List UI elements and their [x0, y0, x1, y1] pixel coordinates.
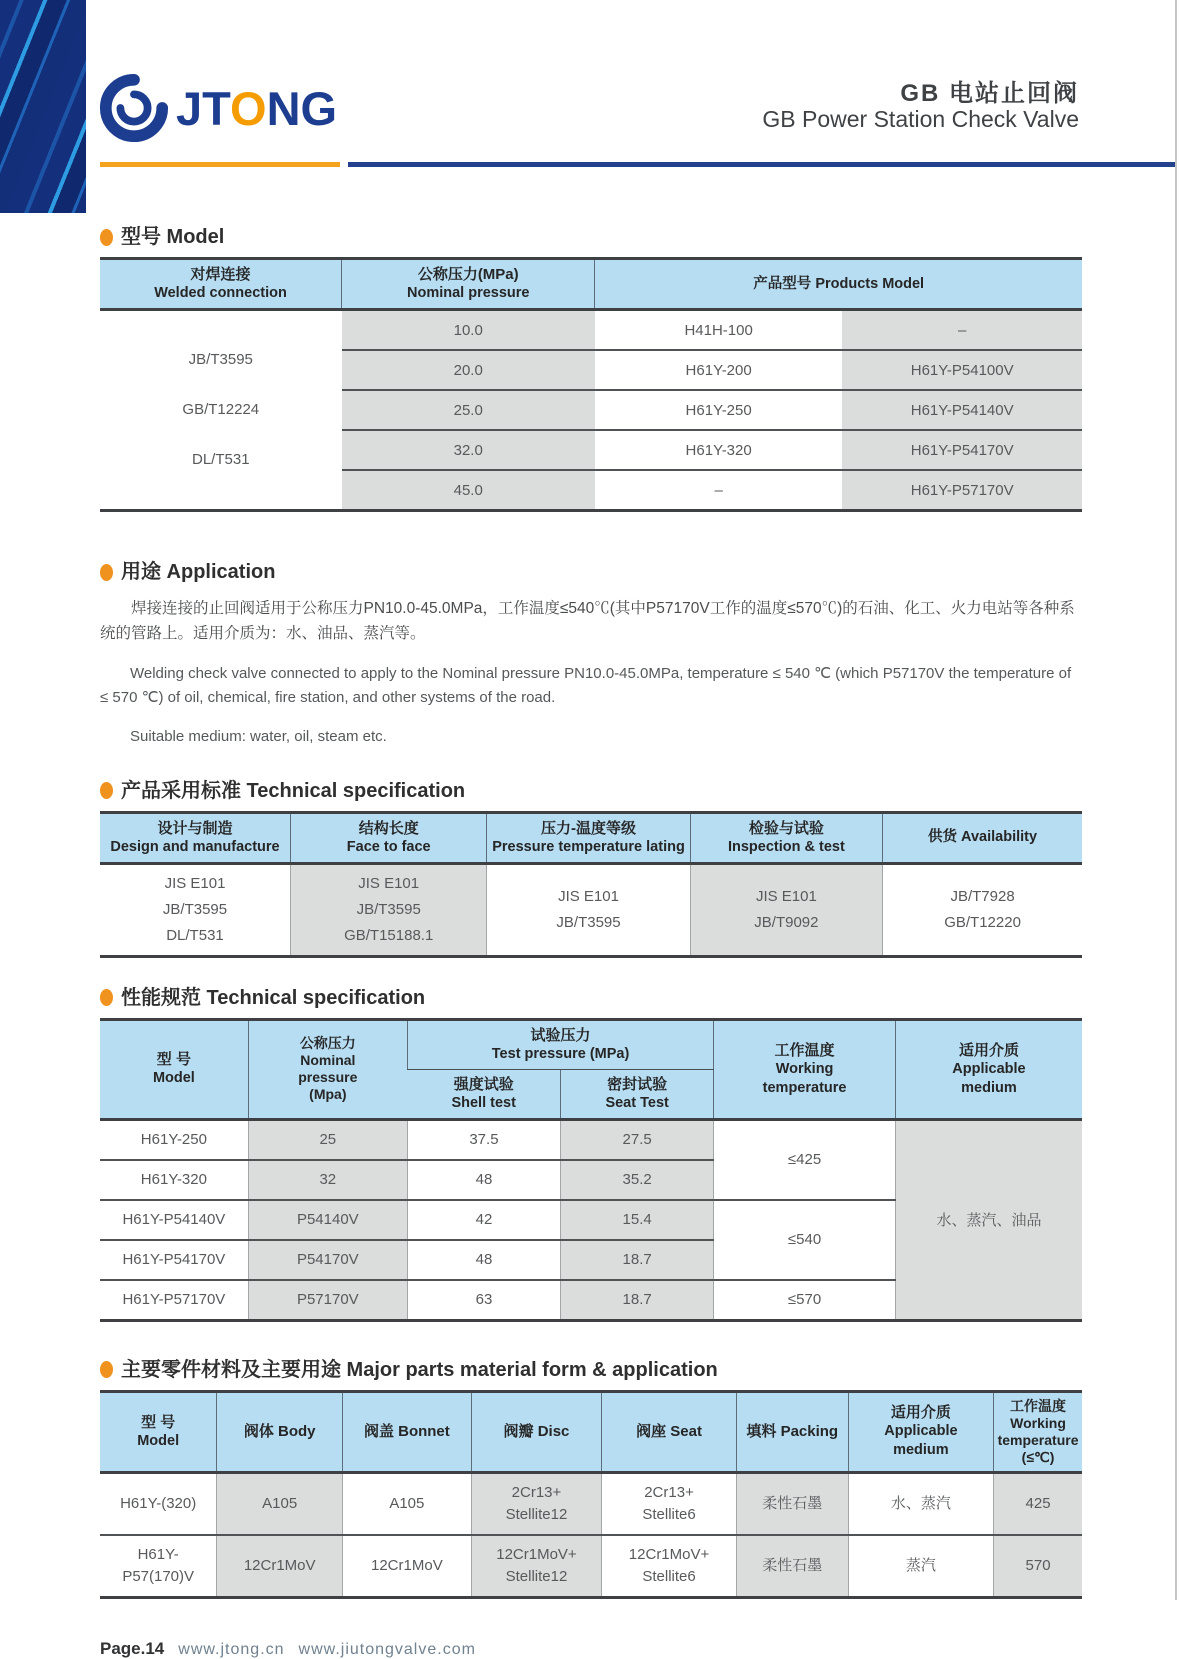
section-title-text: 产品采用标准 Technical specification [121, 779, 466, 802]
cell-line: P57(170)V [122, 1567, 195, 1585]
cell-line: 柔性石墨 [762, 1556, 823, 1574]
logo-text-o: O [230, 81, 267, 135]
jtong-logo [98, 72, 337, 144]
section-title-model [100, 223, 1082, 251]
cell-packing [736, 1535, 848, 1598]
col-header-bonnet [343, 1391, 472, 1472]
model-table-header-row [100, 259, 1082, 310]
cell-working-temp [994, 1535, 1082, 1598]
standard-line: JIS E101 [358, 874, 420, 892]
header-line-en: Nominal pressure [406, 285, 530, 301]
header-line-zh: 型 号 [141, 1413, 176, 1431]
section-bullet-icon [100, 989, 113, 1006]
cell-inspection-standards [690, 863, 882, 956]
cell-seat-test: 35.2 [561, 1160, 714, 1200]
corner-decoration [0, 0, 86, 213]
cell-line: 12Cr1MoV+ [496, 1545, 577, 1563]
standard-line: GB/T12224 [182, 401, 260, 418]
materials-table [100, 1390, 1082, 1599]
cell-model-b: H61Y-P54140V [842, 390, 1082, 430]
cell-pressure: 32.0 [342, 430, 595, 470]
header-line: 阀瓣 Disc [503, 1423, 570, 1441]
cell-seat-test: 27.5 [561, 1119, 714, 1160]
materials-table-header-row [100, 1391, 1082, 1472]
header-line-zh: 型 号 [156, 1051, 191, 1069]
cell-line: 570 [1025, 1556, 1051, 1574]
cell-line: Stellite12 [505, 1505, 568, 1523]
col-header-working-temperature [714, 1019, 896, 1119]
standard-line: JIS E101 [755, 887, 817, 905]
header-line-en: Shell test [451, 1094, 516, 1111]
cell-working-temp: ≤540 [714, 1200, 896, 1280]
cell-model-a: H61Y-250 [595, 390, 842, 430]
cell-pressure: 25.0 [342, 390, 595, 430]
header-line: Applicable [952, 1060, 1026, 1077]
col-header-face-to-face [291, 812, 487, 863]
section-bullet-icon [100, 564, 113, 581]
cell-applicable-medium: 水、蒸汽、油品 [895, 1119, 1082, 1320]
standard-line: JB/T9092 [754, 913, 819, 931]
cell-model-a: – [595, 470, 842, 511]
section-title-text: 主要零件材料及主要用途 Major parts material form & application [121, 1358, 718, 1381]
header-line: 阀体 Body [243, 1423, 316, 1441]
cell-model-a: H61Y-320 [595, 430, 842, 470]
header-line: 产品型号 Products Model [753, 275, 925, 292]
cell-shell-test: 48 [407, 1160, 560, 1200]
page-footer [100, 1639, 1082, 1659]
col-header-nominal-pressure [342, 259, 595, 310]
header-line-zh: 试验压力 [530, 1026, 591, 1044]
logo-text-pre: JT [176, 81, 230, 135]
cell-disc [471, 1535, 602, 1598]
cell-face-standards [291, 863, 487, 956]
cell-packing [736, 1472, 848, 1535]
page-title-zh: GB 电站止回阀 [900, 80, 1079, 107]
cell-model [100, 1535, 217, 1598]
col-header-disc [471, 1391, 602, 1472]
standard-line: GB/T15188.1 [344, 926, 434, 944]
header-line-zh: 适用介质 [890, 1404, 951, 1422]
col-header-applicable-medium [848, 1391, 993, 1472]
cell-medium [848, 1535, 993, 1598]
col-header-test-pressure [407, 1019, 713, 1069]
cell-nominal: 32 [248, 1160, 407, 1200]
cell-seat [602, 1472, 737, 1535]
performance-table [100, 1018, 1082, 1322]
header-line: 阀座 Seat [636, 1423, 702, 1441]
cell-line: 2Cr13+ [644, 1483, 694, 1501]
col-header-products-model [595, 259, 1082, 310]
cell-nominal: 25 [248, 1119, 407, 1160]
cell-pressure-temp-standards [487, 863, 690, 956]
cell-body [217, 1472, 343, 1535]
cell-nominal: P54170V [248, 1240, 407, 1280]
header-line-zh: 设计与制造 [157, 819, 233, 837]
performance-table-header-row-1 [100, 1019, 1082, 1069]
col-header-design-manufacture [100, 812, 291, 863]
header-line: temperature [997, 1431, 1079, 1448]
col-header-applicable-medium [895, 1019, 1082, 1119]
cell-line: A105 [262, 1494, 298, 1512]
cell-nominal: P54140V [248, 1200, 407, 1240]
header-line-zh: 工作温度 [774, 1041, 835, 1059]
cell-bonnet [343, 1535, 472, 1598]
logo-text-post: NG [266, 81, 338, 135]
cell-model-b: – [842, 310, 1082, 351]
cell-line: 425 [1025, 1494, 1051, 1512]
header-line: Working [775, 1060, 834, 1077]
cell-shell-test: 48 [407, 1240, 560, 1280]
cell-line: 12Cr1MoV [243, 1556, 316, 1574]
header-line-zh: 结构长度 [358, 819, 419, 837]
table-row [100, 1472, 1082, 1535]
cell-line: 12Cr1MoV [371, 1556, 443, 1574]
cell-model: H61Y-P54170V [100, 1240, 248, 1280]
cell-model: H61Y-P57170V [100, 1280, 248, 1321]
cell-model: H61Y-P54140V [100, 1200, 248, 1240]
cell-line: H61Y- [137, 1545, 179, 1563]
cell-disc [471, 1472, 602, 1535]
header-line: medium [961, 1079, 1017, 1096]
cell-working-temp: ≤425 [714, 1119, 896, 1200]
col-header-packing [736, 1391, 848, 1472]
cell-design-standards [100, 863, 291, 956]
jtong-swirl-icon [98, 72, 170, 144]
cell-line: Stellite6 [642, 1505, 696, 1523]
table-row [100, 863, 1082, 956]
cell-medium [848, 1472, 993, 1535]
header-line-zh: 强度试验 [453, 1075, 514, 1093]
header-line-zh: 公称压力(MPa) [417, 266, 519, 283]
cell-seat-test: 18.7 [561, 1280, 714, 1321]
cell-line: A105 [389, 1494, 425, 1512]
cell-line: 柔性石墨 [762, 1494, 823, 1512]
table-row [100, 310, 1082, 351]
standard-line: GB/T12220 [944, 913, 1021, 931]
header-line: 供货 Availability [928, 829, 1038, 846]
header-line-en: Model [137, 1432, 180, 1449]
cell-line: 2Cr13+ [511, 1483, 562, 1501]
cell-pressure: 10.0 [342, 310, 595, 351]
cell-line: H61Y-(320) [120, 1494, 197, 1512]
cell-working-temp: ≤570 [714, 1280, 896, 1321]
cell-model: H61Y-250 [100, 1119, 248, 1160]
section-title-text: 性能规范 Technical specification [121, 986, 426, 1009]
section-title-performance [100, 984, 1082, 1012]
cell-model [100, 1472, 217, 1535]
header-line: Applicable [884, 1423, 958, 1440]
section-bullet-icon [100, 782, 113, 799]
cell-shell-test: 37.5 [407, 1119, 560, 1160]
cell-line: Stellite6 [642, 1567, 696, 1585]
cell-body [217, 1535, 343, 1598]
section-title-standards [100, 777, 1082, 805]
standard-line: JIS E101 [558, 887, 619, 905]
col-header-seat-test [561, 1069, 714, 1119]
header-line-zh: 检验与试验 [748, 819, 824, 837]
section-bullet-icon [100, 229, 113, 246]
cell-seat-test: 18.7 [561, 1240, 714, 1280]
section-title-materials [100, 1356, 1082, 1384]
header-line-zh: 适用介质 [958, 1041, 1019, 1059]
header-line-en: Face to face [346, 838, 431, 855]
cell-shell-test: 63 [407, 1280, 560, 1321]
cell-line: 水、蒸汽 [890, 1494, 951, 1512]
cell-connection-standards [100, 310, 342, 511]
header-line: 填料 Packing [746, 1423, 839, 1441]
page-number: Page.14 [100, 1638, 165, 1658]
cell-seat-test: 15.4 [561, 1200, 714, 1240]
page-content [100, 215, 1082, 1659]
standard-line: DL/T531 [166, 926, 224, 944]
standard-line: JB/T3595 [356, 900, 421, 918]
cell-bonnet [343, 1472, 472, 1535]
application-paragraph-zh: 焊接连接的止回阀适用于公称压力PN10.0-45.0MPa，工作温度≤540℃(其中P57170V工作的温度≤570℃)的石油、化工、火力电站等各种系统的管路上。适用介质为：水、油品、蒸汽等。 [100, 600, 1075, 643]
cell-shell-test: 42 [407, 1200, 560, 1240]
header-line: Working [1010, 1414, 1066, 1431]
cell-line: 蒸汽 [905, 1556, 936, 1574]
standards-table-header-row [100, 812, 1082, 863]
cell-line: Stellite12 [505, 1567, 568, 1585]
standard-line: JIS E101 [164, 874, 226, 892]
header-line: pressure [298, 1069, 358, 1086]
col-header-model [100, 1391, 217, 1472]
col-header-shell-test [407, 1069, 560, 1119]
standard-line: JB/T3595 [162, 900, 228, 918]
col-header-pressure-temperature [487, 812, 690, 863]
header-line: temperature [762, 1079, 847, 1096]
col-header-nominal-pressure [248, 1019, 407, 1119]
cell-model-b: H61Y-P54170V [842, 430, 1082, 470]
standard-line: JB/T7928 [950, 887, 1015, 905]
header-line-en: Test pressure (MPa) [491, 1045, 630, 1062]
cell-pressure: 45.0 [342, 470, 595, 511]
col-header-inspection-test [690, 812, 882, 863]
header-line-zh: 对焊连接 [190, 266, 251, 283]
table-row [100, 1535, 1082, 1598]
header-line-zh: 密封试验 [607, 1075, 668, 1093]
cell-seat [602, 1535, 737, 1598]
col-header-body [217, 1391, 343, 1472]
header-line: medium [893, 1442, 949, 1459]
section-bullet-icon [100, 1361, 113, 1378]
header-line-en: Seat Test [605, 1094, 669, 1111]
cell-line: 12Cr1MoV+ [628, 1545, 710, 1563]
page-title-en: GB Power Station Check Valve [762, 106, 1079, 132]
col-header-working-temperature [994, 1391, 1082, 1472]
logo-wordmark [176, 81, 338, 135]
header-line-en: Design and manufacture [110, 838, 280, 855]
section-title-text: 用途 Application [121, 561, 276, 583]
header-line: (Mpa) [309, 1086, 347, 1103]
standard-line: DL/T531 [192, 451, 250, 468]
website-url: www.jiutongvalve.com [298, 1640, 476, 1658]
header-line: (≤℃) [1021, 1448, 1055, 1465]
header-rule-blue [348, 162, 1175, 167]
website-url: www.jtong.cn [178, 1640, 285, 1658]
col-header-welded-connection [100, 259, 342, 310]
standard-line: JB/T3595 [188, 351, 253, 368]
cell-model-b: H61Y-P54100V [842, 350, 1082, 390]
header-rule-orange [100, 162, 340, 167]
header-line-zh: 压力-温度等级 [541, 819, 637, 837]
standards-table [100, 811, 1082, 958]
col-header-availability [883, 812, 1082, 863]
cell-model-b: H61Y-P57170V [842, 470, 1082, 511]
header-line: 阀盖 Bonnet [363, 1423, 450, 1441]
header-line-en: Model [152, 1070, 195, 1087]
table-row [100, 1119, 1082, 1160]
header-line-en: Inspection & test [727, 838, 845, 855]
cell-working-temp [994, 1472, 1082, 1535]
cell-pressure: 20.0 [342, 350, 595, 390]
model-table [100, 257, 1082, 512]
header-line: 公称压力 [299, 1035, 356, 1052]
standard-line: JB/T3595 [556, 913, 621, 931]
header-line-zh: 工作温度 [1010, 1397, 1067, 1414]
application-paragraph-medium: Suitable medium: water, oil, steam etc. [130, 727, 387, 745]
col-header-model [100, 1019, 248, 1119]
section-title-application [100, 558, 1082, 586]
application-paragraph-en: Welding check valve connected to apply to the Nominal pressure PN10.0-45.0MPa, temperature ≤ 540 ℃ (which P57170V the temperature of ≤ 570 ℃) of oil, chemical, fire station, and other systems of the road. [100, 664, 1072, 706]
col-header-seat [602, 1391, 737, 1472]
section-title-text: 型号 Model [121, 226, 225, 248]
cell-model: H61Y-320 [100, 1160, 248, 1200]
cell-availability-standards [883, 863, 1082, 956]
cell-nominal: P57170V [248, 1280, 407, 1321]
cell-model-a: H61Y-200 [595, 350, 842, 390]
header-line: Nominal [300, 1052, 356, 1069]
header-line-en: Pressure temperature lating [492, 838, 685, 855]
header-line-en: Welded connection [154, 285, 287, 301]
cell-model-a: H41H-100 [595, 310, 842, 351]
page-edge-line [1175, 0, 1177, 1600]
